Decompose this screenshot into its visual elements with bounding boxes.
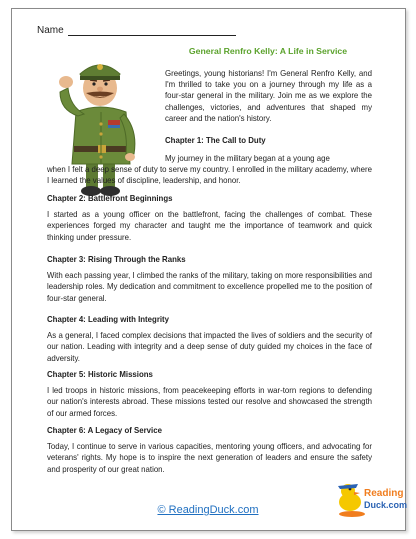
chapter-6-section: [47, 425, 372, 475]
chapter-3-section: [47, 254, 372, 304]
name-label: Name: [37, 25, 64, 36]
intro-paragraph: Greetings, young historians! I'm General Renfro Kelly, and I'm thrilled to take you on a journey through my life as a four-star general in the military. Join me as we explore the challenges, victories, and adventures that shaped my career and the nation's history.: [165, 69, 372, 123]
chapter-6-heading: Chapter 6: A Legacy of Service: [47, 426, 162, 435]
chapter-1-body: [47, 153, 372, 187]
chapter-2-body: I started as a young officer on the battlefront, facing the challenges of combat. These experiences forged my character and taught me the importance of teamwork and quick thinking under pressure.: [47, 210, 372, 242]
readingduck-link[interactable]: © ReadingDuck.com: [157, 504, 259, 516]
chapter-5-heading: Chapter 5: Historic Missions: [47, 370, 153, 379]
logo-text-duck: Duck.com: [364, 500, 408, 510]
chapter-4-heading: Chapter 4: Leading with Integrity: [47, 315, 170, 324]
chapter-2-heading: Chapter 2: Battlefront Beginnings: [47, 194, 173, 203]
chapter-1-heading: Chapter 1: The Call to Duty: [165, 136, 266, 145]
readingduck-logo[interactable]: [330, 476, 408, 522]
article-title: General Renfro Kelly: A Life in Service: [188, 46, 348, 56]
name-field[interactable]: [37, 25, 236, 36]
chapter-3-body: With each passing year, I climbed the ranks of the military, taking on more responsibilities and leadership roles. My dedication and commitment to excellence propelled me to the position of four-star general.: [47, 271, 372, 303]
logo-text-reading: Reading: [364, 488, 404, 499]
chapter-4-body: As a general, I faced complex decisions that impacted the lives of soldiers and the security of our nation. Leading with integrity and a deep sense of duty guided my choices in the face of adversity.: [47, 331, 372, 363]
chapter-4-section: [47, 314, 372, 364]
chapter-6-body: Today, I continue to serve in various capacities, mentoring young officers, and advocating for veterans' rights. My hope is to inspire the next generation of leaders and ensure the safety and prosperity of our great nation.: [47, 442, 372, 474]
chapter-2-section: [47, 193, 372, 243]
chapter-5-section: [47, 369, 372, 419]
chapter-5-body: I led troops in historic missions, from peacekeeping efforts in war-torn regions to defending our nation's interests abroad. These missions tested our resolve and showcased the strength of our armed forces.: [47, 386, 372, 418]
chapter-3-heading: Chapter 3: Rising Through the Ranks: [47, 255, 186, 264]
chapter-1-body-rest: when I felt a deep sense of duty to serve my country. I enrolled in the military academy, where I learned the values of discipline, leadership, and honor.: [47, 165, 372, 186]
name-underline[interactable]: [68, 26, 236, 36]
chapter-1-body-first-line: My journey in the military began at a young age: [165, 154, 330, 163]
